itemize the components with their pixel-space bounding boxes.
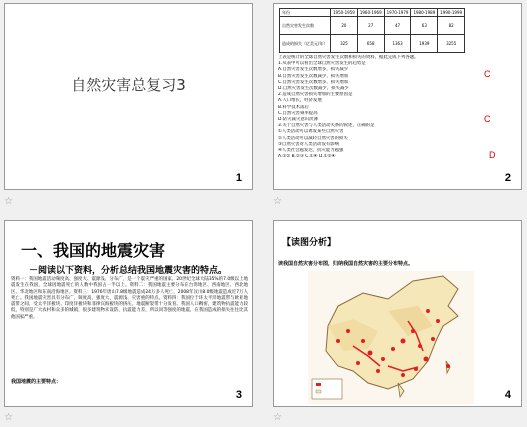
- disaster-marker: [401, 339, 406, 344]
- table-row: 自然灾害发生次数 20 27 47 63 82: [280, 17, 465, 35]
- disaster-marker: [424, 357, 429, 362]
- map-legend-box: [312, 379, 342, 399]
- question-line: B.科学技术落后: [278, 104, 309, 110]
- answer-3: D: [489, 150, 496, 160]
- question-line: 2.造成自然灾害损失增加的主要原因是: [278, 92, 353, 98]
- slide-4-title: 【读图分析】: [282, 238, 337, 248]
- question-line: A.人口增长，经济发展: [278, 98, 322, 104]
- answer-2: C: [484, 114, 491, 124]
- slide-1-transition-icon: ☆: [4, 196, 13, 207]
- question-line: 1.从表中可以看出全球自然灾害发生的趋势是: [278, 61, 366, 67]
- disaster-marker: [426, 309, 430, 313]
- slide-3-title: 一、我国的地震灾害: [21, 241, 166, 260]
- question-line: 上表是统计的全球自然灾害发生次数和损失的资料，据此完成下列各题。: [278, 55, 419, 60]
- disaster-marker: [436, 319, 440, 323]
- disaster-marker: [356, 361, 360, 365]
- answer-1: C: [484, 69, 491, 79]
- question-line: A.自然灾害发生次数增多，损失减少: [278, 67, 349, 73]
- slide-1[interactable]: [4, 3, 253, 190]
- table-row: 造成的损失（亿美元/年） 325 658 1363 1939 3255: [280, 35, 465, 53]
- china-disaster-map: [308, 271, 474, 404]
- disaster-marker: [431, 337, 435, 341]
- slide-3[interactable]: [4, 220, 253, 407]
- disaster-marker: [391, 347, 395, 351]
- disaster-marker: [401, 373, 405, 377]
- slide-3-number: 3: [235, 389, 242, 401]
- question-line: C.自然灾害频率提高: [278, 110, 318, 116]
- question-line: ②人类活动可以减轻自然灾害的损失: [278, 135, 348, 141]
- slide-2[interactable]: [273, 3, 522, 190]
- disaster-marker: [346, 329, 350, 333]
- slide-3-footer: 我国地震的主要特点：: [11, 379, 62, 385]
- slide-4-caption: 读我国自然灾害分布图，归纳我国自然灾害的主要分布特点。: [278, 261, 414, 267]
- question-line: A.①② B.②③ C.①④ D.①②④: [278, 154, 336, 160]
- disaster-marker: [336, 339, 340, 343]
- table-header-row: 年份 1950-1959 1960-1969 1970-1979 1980-1989 1990-1999: [280, 9, 465, 17]
- slide-4-number: 4: [504, 389, 511, 401]
- question-line: D.防灾减灾意识淡薄: [278, 117, 318, 123]
- slide-3-body: 资料一：我国地震活动频度高、强度大、震源浅、分布广，是一个震灾严重的国家。20世纪全球大陆35%的7.0级以上地震发生在我国，全球因地震死亡的人数中我国占一半以上。资料二：我国地震主要分布在台湾地区、西南地区、西北地区、华北地区和东南沿海地区。资料三：1976年唐山7.8级地震造成24万多人死亡，2008年汶川8.0级地震造成近7万人死亡。我国地震灾害具有分布广、频度高、强度大、震源浅、灾害重的特点。资料四：我国位于环太平洋地震带与欧亚地震带之间，受太平洋板块、印度洋板块和菲律宾海板块的挤压，地震断裂带十分发育。我国人口稠密，建筑物抗震能力较低，特别是广大农村和众多的城镇，很多建筑物未设防，抗震能力差，所以同等强度的地震，在我国造成的损失往往比其他国家严重。: [11, 277, 248, 320]
- question-line: D.自然灾害发生次数减少，损失减少: [278, 86, 349, 92]
- legend-swatch: [316, 390, 321, 393]
- slide-3-subtitle: －阅读以下资料，分析总结我国地震灾害的特点。: [29, 266, 228, 276]
- legend-swatch: [316, 383, 321, 386]
- slide-4-transition-icon: ☆: [273, 412, 282, 423]
- slide-2-number: 2: [504, 172, 511, 184]
- disaster-stats-table: [279, 8, 465, 53]
- disaster-marker: [368, 351, 373, 356]
- disaster-marker: [446, 364, 450, 368]
- question-line: C.自然灾害发生次数增多，损失增加: [278, 79, 349, 85]
- question-line: B.自然灾害发生次数减少，损失增加: [278, 73, 349, 79]
- question-line: 3.关于自然灾害与人类活动关系的叙述，正确的是: [278, 123, 375, 129]
- question-line: ④人类社会越发达，抗灾能力越强: [278, 148, 344, 154]
- slide-4[interactable]: [273, 220, 522, 407]
- slide-3-transition-icon: ☆: [4, 412, 13, 423]
- question-text: [278, 55, 519, 160]
- disaster-marker: [361, 339, 365, 343]
- slide-2-transition-icon: ☆: [273, 196, 282, 207]
- question-line: ①人类活动可以诱发某些自然灾害: [278, 129, 344, 135]
- slide-1-title: 自然灾害总复习3: [71, 76, 186, 94]
- slide-1-number: 1: [235, 172, 242, 184]
- disaster-marker: [376, 369, 380, 373]
- question-line: ③自然灾害对人类活动没有影响: [278, 141, 340, 147]
- disaster-marker: [381, 357, 385, 361]
